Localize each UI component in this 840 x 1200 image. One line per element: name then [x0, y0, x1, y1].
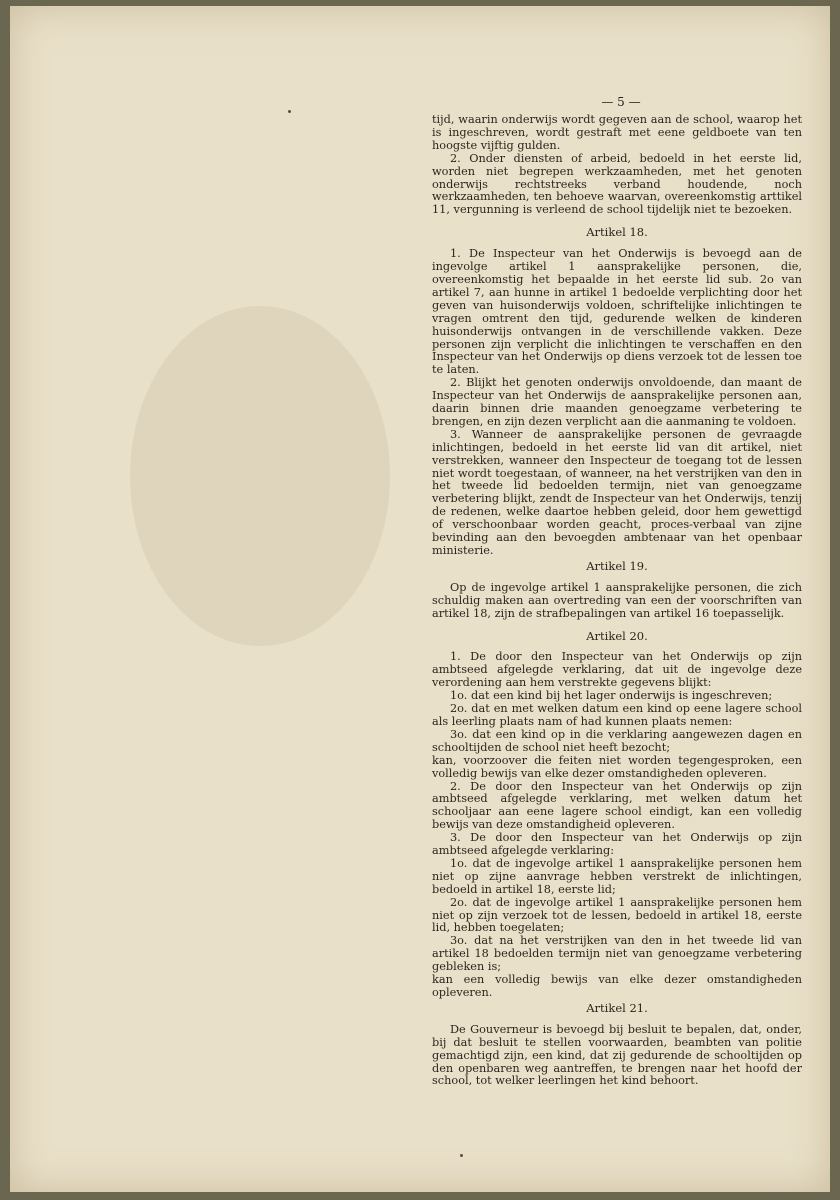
paragraph-20-3-item-2: 2o. dat de ingevolge artikel 1 aansprakelijke personen hem niet op zijn verzoek tot de lessen, bedoeld in artikel 18, eerste lid, hebben toegelaten; [432, 895, 802, 935]
paragraph-20-1-conclusion: kan, voorzoover die feiten niet worden tegengesproken, een volledig bewijs van elke dezer omstandigheden opleveren. [432, 753, 802, 780]
heading-artikel-20: Artikel 20. [586, 628, 648, 643]
paragraph-20-2: 2. De door den Inspecteur van het Onderwijs op zijn ambtseed afgelegde verklaring, met welken datum het schooljaar aan eene lagere school eindigt, kan een volledig bewijs van deze omstandigheid opleveren. [432, 779, 802, 832]
paragraph-17-2: 2. Onder diensten of arbeid, bedoeld in het eerste lid, worden niet begrepen werkzaamheden, met het genoten onderwijs rechtstreeks verband houdende, noch werkzaamheden, ten behoeve waarvan, overeenkomstig arttikel 11, vergunning is verleend de school tijdelijk niet te bezoeken. [432, 151, 802, 217]
document-page [10, 6, 830, 1192]
paragraph-20-1-item-3: 3o. dat een kind op in die verklaring aangewezen dagen en schooltijden de school niet heeft bezocht; [432, 727, 802, 754]
paragraph-20-1-item-1: 1o. dat een kind bij het lager onderwijs is ingeschreven; [450, 689, 773, 703]
paper-stain [130, 306, 390, 646]
paragraph-20-1: 1. De door den Inspecteur van het Onderwijs op zijn ambtseed afgelegde verklaring, dat uit de ingevolge deze verordening aan hem verstrekte gegevens blijkt: [432, 650, 802, 690]
heading-artikel-21: Artikel 21. [586, 1000, 648, 1015]
paragraph-18-2: 2. Blijkt het genoten onderwijs onvoldoende, dan maant de Inspecteur van het Onderwijs de aansprakelijke personen aan, daarin binnen drie maanden genoegzame verbetering te brengen, en zijn dezen verplicht aan die aanmaning te voldoen. [432, 376, 802, 428]
paragraph-20-3-conclusion: kan een volledig bewijs van elke dezer omstandigheden opleveren. [432, 973, 802, 999]
page-number: — 5 — [601, 95, 641, 109]
paragraph-21: De Gouverneur is bevoegd bij besluit te bepalen, dat, onder, bij dat besluit te stellen voorwaarden, beambten van politie gemachtigd zijn, een kind, dat zij gedurende de schooltijden op den openbaren weg aantreffen, te brengen naar het hoofd der school, tot welker leerlingen het kind behoort. [432, 1022, 802, 1088]
paragraph-20-3-item-3: 3o. dat na het verstrijken van den in het tweede lid van artikel 18 bedoelden termijn niet van genoegzame verbetering gebleken is; [432, 934, 802, 974]
paragraph-20-3: 3. De door den Inspecteur van het Onderwijs op zijn ambtseed afgelegde verklaring: [432, 831, 802, 858]
paragraph-20-1-item-2: 2o. dat en met welken datum een kind op eene lagere school als leerling plaats nam of had kunnen plaats nemen: [432, 702, 802, 728]
paper-speck [460, 1154, 463, 1157]
heading-artikel-19: Artikel 19. [586, 558, 648, 573]
heading-artikel-18: Artikel 18. [586, 225, 648, 240]
paragraph-20-3-item-1: 1o. dat de ingevolge artikel 1 aansprakelijke personen hem niet op zijne aanvrage hebben verstrekt de inlichtingen, bedoeld in artikel 18, eerste lid; [432, 856, 802, 896]
paragraph-continuation: tijd, waarin onderwijs wordt gegeven aan de school, waarop het is ingeschreven, wordt gestraft met eene geldboete van ten hoogste vijftig gulden. [432, 113, 802, 152]
paragraph-18-1: 1. De Inspecteur van het Onderwijs is bevoegd aan de ingevolge artikel 1 aansprakelijke personen, die, overeenkomstig het bepaalde in het eerste lid sub. 2o van artikel 7, aan hunne in artikel 1 bedoelde verplichting door het geven van huisonderwijs voldoen, schriftelijke inlichtingen te vragen omtrent den tijd, gedurende welken de kinderen huisonderwijs ontvangen in de verschillende vakken. Deze personen zijn verplicht die inlichtingen te verschaffen en den Inspecteur van het Onderwijs op diens verzoek tot de lessen toe te laten. [432, 247, 802, 377]
paragraph-18-3: 3. Wanneer de aansprakelijke personen de gevraagde inlichtingen, bedoeld in het eerste lid van dit artikel, niet verstrekken, wanneer den Inspecteur de toegang tot de lessen niet wordt toegestaan, of wanneer, na het verstrijken van den in het tweede lid bedoelden termijn, niet van genoegzame verbetering blijkt, zendt de Inspecteur van het Onderwijs, tenzij de redenen, welke daartoe hebben geleid, door hem gewettigd of verschoonbaar worden geacht, proces-verbaal van zijne bevinding aan den bevoegden ambtenaar van het openbaar ministerie. [432, 427, 802, 557]
paper-speck [288, 110, 291, 113]
paragraph-19: Op de ingevolge artikel 1 aansprakelijke personen, die zich schuldig maken aan overtreding van een der voorschriften van artikel 18, zijn de strafbepalingen van artikel 16 toepasselijk. [432, 580, 802, 620]
text-column [432, 114, 802, 1088]
